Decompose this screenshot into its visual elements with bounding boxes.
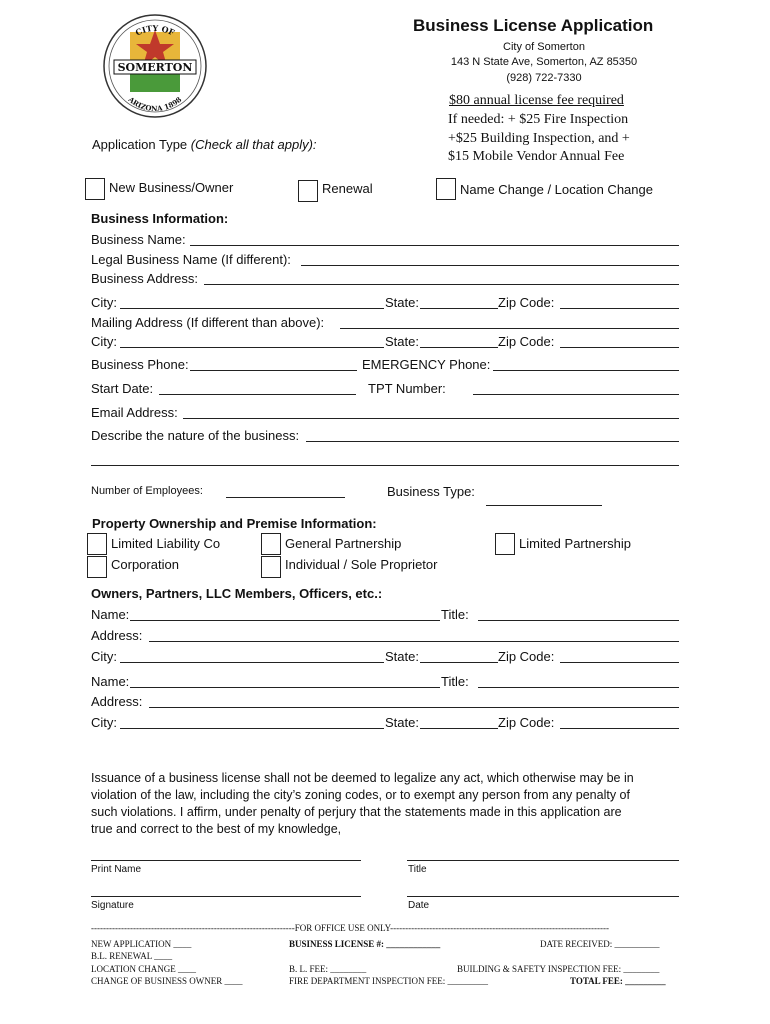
owner2-address-field[interactable]: [149, 707, 679, 708]
fee-line-2: If needed: + $25 Fire Inspection: [448, 112, 629, 127]
owner1-title-label: Title:: [441, 607, 469, 622]
city-name: City of Somerton: [503, 41, 585, 53]
tpt-number-field[interactable]: [473, 394, 679, 395]
name-change-checkbox[interactable]: [436, 178, 456, 200]
owner2-zip-label: Zip Code:: [498, 715, 555, 730]
office-bl-renewal: B.L. RENEWAL ____: [91, 951, 173, 961]
state-label: State:: [385, 295, 419, 310]
corporation-checkbox[interactable]: [87, 556, 107, 578]
business-address-label: Business Address:: [91, 271, 198, 286]
affirmation-line-4: true and correct to the best of my knowledge,: [91, 822, 342, 836]
office-license-number: BUSINESS LICENSE #: ____________: [289, 939, 441, 949]
nature-field[interactable]: [306, 441, 679, 442]
owner2-title-field[interactable]: [478, 687, 679, 688]
general-partnership-label: General Partnership: [285, 536, 402, 551]
owner1-city-label: City:: [91, 649, 117, 664]
emergency-phone-field[interactable]: [493, 370, 679, 371]
owner1-address-field[interactable]: [149, 641, 679, 642]
llc-label: Limited Liability Co: [111, 536, 221, 551]
fee-line-3: +$25 Building Inspection, and +: [448, 131, 630, 146]
owner1-name-label: Name:: [91, 607, 130, 622]
owner2-city-label: City:: [91, 715, 117, 730]
application-type-text: Application Type: [92, 137, 188, 152]
city-field[interactable]: [120, 308, 384, 309]
mailing-state-field[interactable]: [420, 347, 498, 348]
fee-line-4: $15 Mobile Vendor Annual Fee: [448, 149, 625, 164]
business-name-field[interactable]: [190, 245, 679, 246]
page-title: Business License Application: [413, 16, 654, 35]
business-address-field[interactable]: [204, 284, 679, 285]
new-business-label: New Business/Owner: [109, 180, 234, 195]
owner1-zip-field[interactable]: [560, 662, 679, 663]
employees-label: Number of Employees:: [91, 485, 203, 497]
office-change-owner: CHANGE OF BUSINESS OWNER ____: [91, 976, 243, 986]
owner2-state-field[interactable]: [420, 728, 498, 729]
fee-line-1: $80 annual license fee required: [449, 93, 624, 108]
zip-label: Zip Code:: [498, 295, 555, 310]
start-date-label: Start Date:: [91, 381, 154, 396]
owner2-name-label: Name:: [91, 674, 130, 689]
office-date-received: DATE RECEIVED: __________: [540, 939, 660, 949]
owner2-address-label: Address:: [91, 694, 143, 709]
date-label: Date: [408, 900, 430, 911]
business-info-heading: Business Information:: [91, 211, 229, 226]
office-new-application: NEW APPLICATION ____: [91, 939, 192, 949]
affirmation-line-3: such violations. I affirm, under penalty of perjury that the statements made in this application are: [91, 805, 622, 819]
owner2-state-label: State:: [385, 715, 419, 730]
print-name-field[interactable]: [91, 860, 361, 861]
name-change-label: Name Change / Location Change: [460, 182, 653, 197]
owner1-title-field[interactable]: [478, 620, 679, 621]
date-field[interactable]: [407, 896, 679, 897]
mailing-address-label: Mailing Address (If different than above):: [91, 315, 325, 330]
general-partnership-checkbox[interactable]: [261, 533, 281, 555]
office-building-fee: BUILDING & SAFETY INSPECTION FEE: ________: [457, 964, 660, 974]
owner2-city-field[interactable]: [120, 728, 384, 729]
llc-checkbox[interactable]: [87, 533, 107, 555]
business-name-label: Business Name:: [91, 232, 186, 247]
office-use-header: --------------------------------------------------------------------FOR OFFICE USE ONLY-------------------------------------------------------------------------: [91, 923, 609, 933]
office-fire-fee: FIRE DEPARTMENT INSPECTION FEE: _________: [289, 976, 488, 986]
start-date-field[interactable]: [159, 394, 356, 395]
nature-label: Describe the nature of the business:: [91, 428, 300, 443]
city-label: City:: [91, 295, 117, 310]
mailing-state-label: State:: [385, 334, 419, 349]
state-field[interactable]: [420, 308, 498, 309]
application-type-note: (Check all that apply):: [190, 137, 317, 152]
seal-bottom-text: ARIZONA 1898: [126, 94, 184, 114]
city-address: 143 N State Ave, Somerton, AZ 85350: [450, 56, 638, 68]
owner1-state-field[interactable]: [420, 662, 498, 663]
owner1-zip-label: Zip Code:: [498, 649, 555, 664]
title-label: Title: [408, 864, 427, 875]
mailing-address-field[interactable]: [340, 328, 679, 329]
mailing-city-field[interactable]: [120, 347, 384, 348]
renewal-checkbox[interactable]: [298, 180, 318, 202]
new-business-checkbox[interactable]: [85, 178, 105, 200]
owner2-zip-field[interactable]: [560, 728, 679, 729]
seal-top-text: CITY OF: [133, 22, 177, 38]
affirmation-line-1: Issuance of a business license shall not be deemed to legalize any act, which otherwise may be in: [91, 771, 634, 785]
office-bl-fee: B. L. FEE: ________: [289, 964, 367, 974]
office-location-change: LOCATION CHANGE ____: [91, 964, 196, 974]
owner2-name-field[interactable]: [130, 687, 440, 688]
corporation-label: Corporation: [111, 557, 179, 572]
employees-field[interactable]: [226, 497, 345, 498]
owner1-address-label: Address:: [91, 628, 143, 643]
renewal-label: Renewal: [322, 181, 373, 196]
zip-field[interactable]: [560, 308, 679, 309]
limited-partnership-label: Limited Partnership: [519, 536, 631, 551]
city-phone: (928) 722-7330: [506, 72, 582, 84]
email-field[interactable]: [183, 418, 679, 419]
legal-name-field[interactable]: [301, 265, 679, 266]
application-type-label: [92, 137, 317, 152]
mailing-zip-label: Zip Code:: [498, 334, 555, 349]
sole-proprietor-checkbox[interactable]: [261, 556, 281, 578]
emergency-phone-label: EMERGENCY Phone:: [362, 357, 491, 372]
tpt-number-label: TPT Number:: [368, 381, 446, 396]
sole-proprietor-label: Individual / Sole Proprietor: [285, 557, 438, 572]
owner1-state-label: State:: [385, 649, 419, 664]
mailing-zip-field[interactable]: [560, 347, 679, 348]
title-field[interactable]: [407, 860, 679, 861]
nature-field-line-2[interactable]: [91, 465, 679, 466]
office-total-fee: TOTAL FEE: _________: [570, 976, 666, 986]
property-heading: Property Ownership and Premise Information:: [92, 516, 377, 531]
legal-name-label: Legal Business Name (If different):: [91, 252, 291, 267]
business-type-label: Business Type:: [387, 484, 475, 499]
mailing-city-label: City:: [91, 334, 117, 349]
business-phone-field[interactable]: [190, 370, 357, 371]
owner1-city-field[interactable]: [120, 662, 384, 663]
limited-partnership-checkbox[interactable]: [495, 533, 515, 555]
business-type-field[interactable]: [486, 505, 602, 506]
seal-name: SOMERTON: [117, 61, 193, 74]
owners-heading: Owners, Partners, LLC Members, Officers, etc.:: [91, 586, 383, 601]
signature-label: Signature: [91, 900, 134, 911]
print-name-label: Print Name: [91, 864, 142, 875]
owner2-title-label: Title:: [441, 674, 469, 689]
owner1-name-field[interactable]: [130, 620, 440, 621]
affirmation-line-2: violation of the law, including the city’s zoning codes, or to exempt any person from any penalty of: [91, 788, 630, 802]
signature-field[interactable]: [91, 896, 361, 897]
email-label: Email Address:: [91, 405, 178, 420]
business-phone-label: Business Phone:: [91, 357, 189, 372]
